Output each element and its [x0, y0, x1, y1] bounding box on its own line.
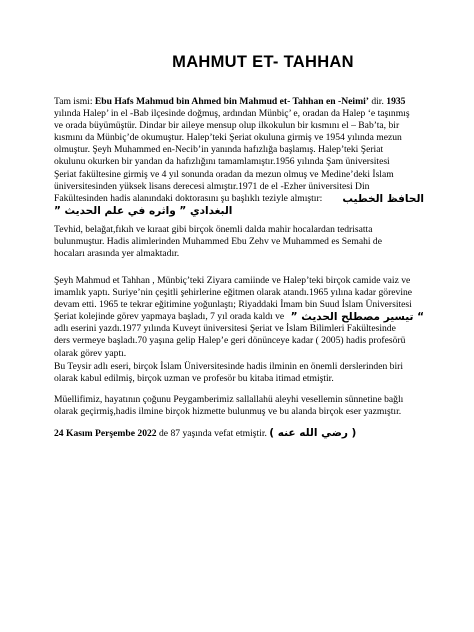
text-line: ve orada büyümüştür. Dindar bir aileye mensup olup ilkokulun bir kısmını el – Bab’ta, bir: [54, 120, 400, 132]
arabic-thesis-title-part1: الحافظ الخطيب: [342, 192, 424, 205]
text-line: Şeriat fakültesine girmiş ve 4 yıl sonunda oradan da mezun olmuş ve Medine’deki İslam: [54, 168, 394, 180]
paragraph-sunnah: [54, 394, 424, 418]
death-date: 24 Kasım Perşembe 2022: [54, 428, 157, 439]
paragraph-biography: [54, 96, 424, 218]
text-line: adlı eserini yazdı.1977 yılında Kuveyt üniversitesi Şeriat ve İslam Bilimleri Fakültesinde: [54, 323, 396, 335]
text-line: [54, 311, 424, 323]
text-line: olarak kabul edilmiş, birçok uzman ve profesör bu kitaba itimad etmiştir.: [54, 373, 334, 385]
text-line: ders vermeye başladı.70 yaşına gelip Halep’e geri dönünceye kadar ( 2005) hadis profesörü: [54, 335, 406, 347]
text-line: [54, 427, 424, 440]
text-line: okulunu okurken bir yandan da hafızlığını tamamlamıştır.1956 yılında Şam üniversitesi: [54, 156, 390, 168]
text-fragment: de 87 yaşında vefat etmiştir.: [156, 428, 270, 439]
text-line: [54, 205, 424, 218]
text-line: bulunmuştur. Hadis alimlerinden Muhammed Ebu Zehv ve Muhammed es Semahi de: [54, 236, 382, 248]
paragraph-death: [54, 427, 424, 440]
text-line: [54, 193, 424, 205]
arabic-blessing: ( رضي الله عنه ): [269, 427, 357, 439]
text-fragment: Şeriat kolejinde görev yapmaya başladı, 7 yıl orada kaldı ve: [54, 311, 285, 323]
text-line: üniversitesinden yüksek lisans derecesi almıştır.1971 de el -Ezher üniversitesi Din: [54, 180, 370, 192]
text-line: imamlık yaptı. Suriye’nin çeşitli şehirlerine eğitmen olarak atandı.1965 yılına kadar görevine: [54, 287, 413, 299]
text-line: Tevhid, belağat,fıkıh ve kıraat gibi birçok önemli dalda mahir hocalardan tedrisatta: [54, 224, 373, 235]
text-line: Bu Teysir adlı eseri, birçok İslam Üniversitesinde hadis ilminin en önemli derslerinden biri: [54, 361, 403, 372]
text-line: devam etti. 1965 te tekrar eğitimine yoğunlaştı; Riyaddaki İmam bin Suud İslam Üniversitesi: [54, 299, 412, 311]
birth-year: 1935: [386, 96, 406, 107]
arabic-thesis-title-part2: البغدادي ” واثره في علم الحديث ”: [54, 204, 233, 217]
text-line: olmuştur. Şeyh Muhammed en-Necib’in yanında hafızlığa başlamış. Halep’teki Şeriat: [54, 144, 384, 156]
text-line: [54, 96, 424, 108]
document-title: MAHMUT ET- TAHHAN: [172, 53, 354, 71]
paragraph-career: [54, 275, 424, 360]
arabic-book-title: “ تيسير مصطلح الحديث ”: [290, 311, 424, 324]
paragraph-teachers: [54, 224, 424, 260]
text-line: hocaları arasında yer almaktadır.: [54, 248, 180, 260]
text-fragment: dir.: [368, 96, 387, 107]
text-line: yılında Halep’ in el -Bab ilçesinde doğmuş, ardından Münbiç’ e, oradan da Halep ‘e taşınmış: [54, 108, 410, 120]
text-line: Şeyh Mahmud et Tahhan , Münbiç’teki Ziyara camiinde ve Halep’teki birçok camide vaiz ve: [54, 275, 411, 286]
text-line: kısmını da Münbiç’de okumuştur. Halep’teki Şeriat okuluna girmiş ve 1954 yılında mezun: [54, 132, 402, 144]
text-line: olarak geçirmiş,hadis ilmine birçok hizmette bulunmuş ve bu alanda birçok eser yazmıştır.: [54, 406, 402, 418]
text-fragment: Fakültesinden hadis alanındaki doktorasını şu başlıklı teziyle almıştır:: [54, 192, 323, 204]
text-line: olarak görev yaptı.: [54, 347, 127, 359]
text-line: Müellifimiz, hayatının çoğunu Peygamberimiz sallallahü aleyhi vesellemin sünnetine bağlı: [54, 394, 404, 405]
paragraph-teysir: [54, 361, 424, 385]
label-full-name: Tam ismi:: [54, 96, 95, 107]
full-name: Ebu Hafs Mahmud bin Ahmed bin Mahmud et- Tahhan en -Neimi’: [94, 96, 369, 107]
